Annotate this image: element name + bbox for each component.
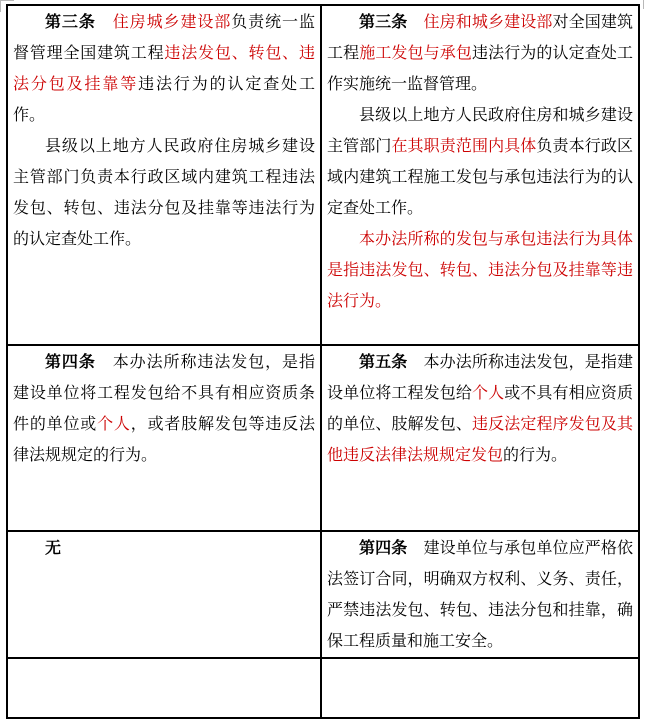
text-segment: 县级以上地方人民政府住房城乡建设主管部门负责本行政区域内建筑工程违法发包、转包、违法分包及挂靠等违法行为的认定查处工作。 <box>13 138 315 248</box>
revised-text-cell <box>321 5 639 345</box>
text-segment: 县级以上地方人民政府住房和城乡建设主管部门 <box>327 107 633 155</box>
text-segment: 或不具有相应资质的单位、肢解发包、 <box>327 385 633 433</box>
paragraph <box>327 7 633 100</box>
revision-highlight-text: 施工发包与承包 <box>359 45 472 62</box>
paragraph <box>327 347 633 471</box>
original-text-cell <box>7 658 321 718</box>
original-text-cell <box>7 345 321 531</box>
paragraph <box>13 533 315 564</box>
table-row <box>7 658 639 718</box>
original-text-cell <box>7 5 321 345</box>
article-number: 第五条 <box>359 354 424 371</box>
text-segment: 的行为。 <box>503 447 568 464</box>
article-number: 第四条 <box>45 354 113 371</box>
table-row <box>7 345 639 531</box>
paragraph <box>327 533 633 657</box>
article-number: 第四条 <box>359 540 424 557</box>
article-number: 第三条 <box>45 14 113 31</box>
original-text-cell <box>7 531 321 658</box>
text-segment: 负责本行政区域内建筑工程施工发包与承包违法行为的认定查处工作。 <box>327 138 633 217</box>
comparison-table <box>6 4 640 719</box>
revision-highlight-text: 住房城乡建设部 <box>112 14 232 31</box>
revised-text-cell <box>321 345 639 531</box>
text-segment: 建设单位与承包单位应严格依法签订合同，明确双方权利、义务、责任，严禁违法发包、转包、违法分包和挂靠，确保工程质量和施工安全。 <box>327 540 633 650</box>
revision-highlight-text: 违反法定程序发包及其他违反法律法规规定发包 <box>327 416 633 464</box>
text-segment: 对全国建筑工程 <box>327 14 633 62</box>
revision-highlight-text: 个人 <box>97 416 131 433</box>
table-row <box>7 531 639 658</box>
text-segment: 负责统一监督管理全国建筑工程 <box>13 14 315 62</box>
paragraph <box>327 100 633 224</box>
revision-highlight-text: 本办法所称的发包与承包违法行为具体是指违法发包、转包、违法分包及挂靠等违法行为。 <box>327 231 633 310</box>
text-segment: ，或者肢解发包等违反法律法规规定的行为。 <box>13 416 315 464</box>
text-segment: 本办法所称违法发包，是指建设单位将工程发包给 <box>327 354 633 402</box>
text-segment: 违法行为的认定查处工作实施统一监督管理。 <box>327 45 633 93</box>
paragraph <box>13 347 315 471</box>
paragraph <box>13 7 315 131</box>
page-corner-mark-right <box>641 0 644 9</box>
article-number: 第三条 <box>359 14 424 31</box>
revision-highlight-text: 个人 <box>471 385 505 402</box>
revision-highlight-text: 在其职责范围内具体 <box>391 138 537 155</box>
paragraph <box>327 224 633 317</box>
article-number: 无 <box>45 540 62 557</box>
comparison-table-body <box>7 5 639 718</box>
table-row <box>7 5 639 345</box>
revised-text-cell <box>321 658 639 718</box>
revision-highlight-text: 住房和城乡建设部 <box>423 14 553 31</box>
revised-text-cell <box>321 531 639 658</box>
text-segment: 本办法所称违法发包，是指建设单位将工程发包给不具有相应资质条件的单位或 <box>13 354 315 433</box>
revision-highlight-text: 违法发包、转包、违法分包及挂靠等 <box>13 45 315 93</box>
paragraph <box>13 131 315 255</box>
text-segment: 违法行为的认定查处工作。 <box>13 76 315 124</box>
